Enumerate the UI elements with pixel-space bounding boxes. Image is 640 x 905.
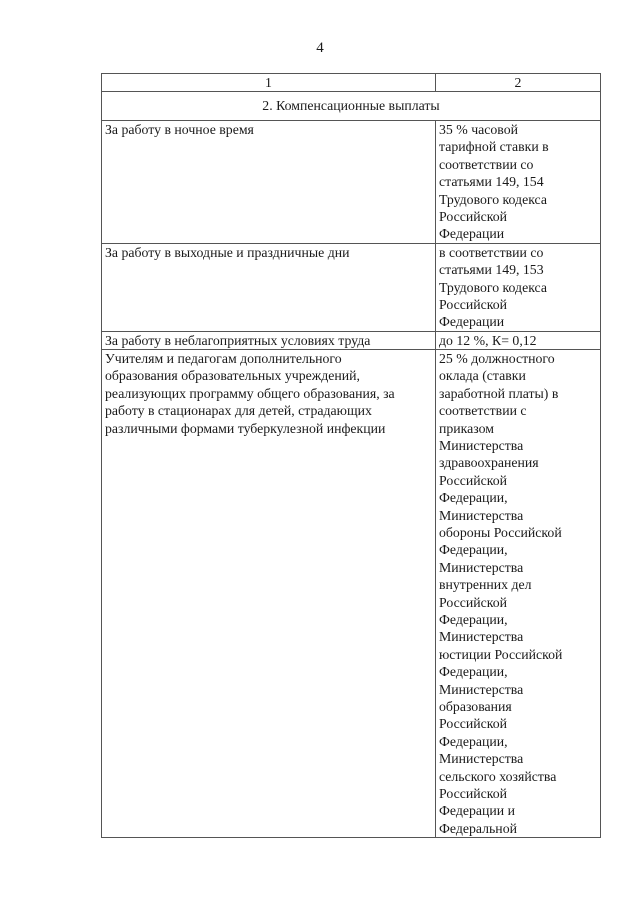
payment-name-cell: Учителям и педагогам дополнительного образования образовательных учреждений, реализующих программу общего образования, за работу в стационарах для детей, страдающих различными формами туберкулезной инфекции [102, 349, 436, 837]
payment-name-cell: За работу в неблагоприятных условиях труда [102, 331, 436, 349]
compensation-table [101, 73, 601, 838]
payment-name-cell: За работу в ночное время [102, 121, 436, 244]
payment-value-cell: 25 % должностного оклада (ставки заработной платы) в соответствии с приказом Министерства здравоохранения Российской Федерации, Министерства обороны Российской Федерации, Министерства внутренних дел Российской Федерации, Министерства юстиции Российской Федерации, Министерства образования Российской Федерации, Министерства сельского хозяйства Российской Федерации и Федеральной [436, 349, 601, 837]
table-row [102, 349, 601, 837]
table-row [102, 121, 601, 244]
table-row [102, 331, 601, 349]
payment-value-cell: до 12 %, К= 0,12 [436, 331, 601, 349]
payment-name-cell: За работу в выходные и праздничные дни [102, 243, 436, 331]
payment-value-cell: 35 % часовой тарифной ставки в соответствии со статьями 149, 154 Трудового кодекса Российской Федерации [436, 121, 601, 244]
table-header-row [102, 74, 601, 92]
column-number-2: 2 [436, 74, 601, 92]
table-row [102, 243, 601, 331]
column-number-1: 1 [102, 74, 436, 92]
page-number: 4 [316, 40, 324, 56]
payment-value-cell: в соответствии со статьями 149, 153 Трудового кодекса Российской Федерации [436, 243, 601, 331]
section-title-row [102, 92, 601, 121]
section-title: 2. Компенсационные выплаты [102, 92, 601, 121]
